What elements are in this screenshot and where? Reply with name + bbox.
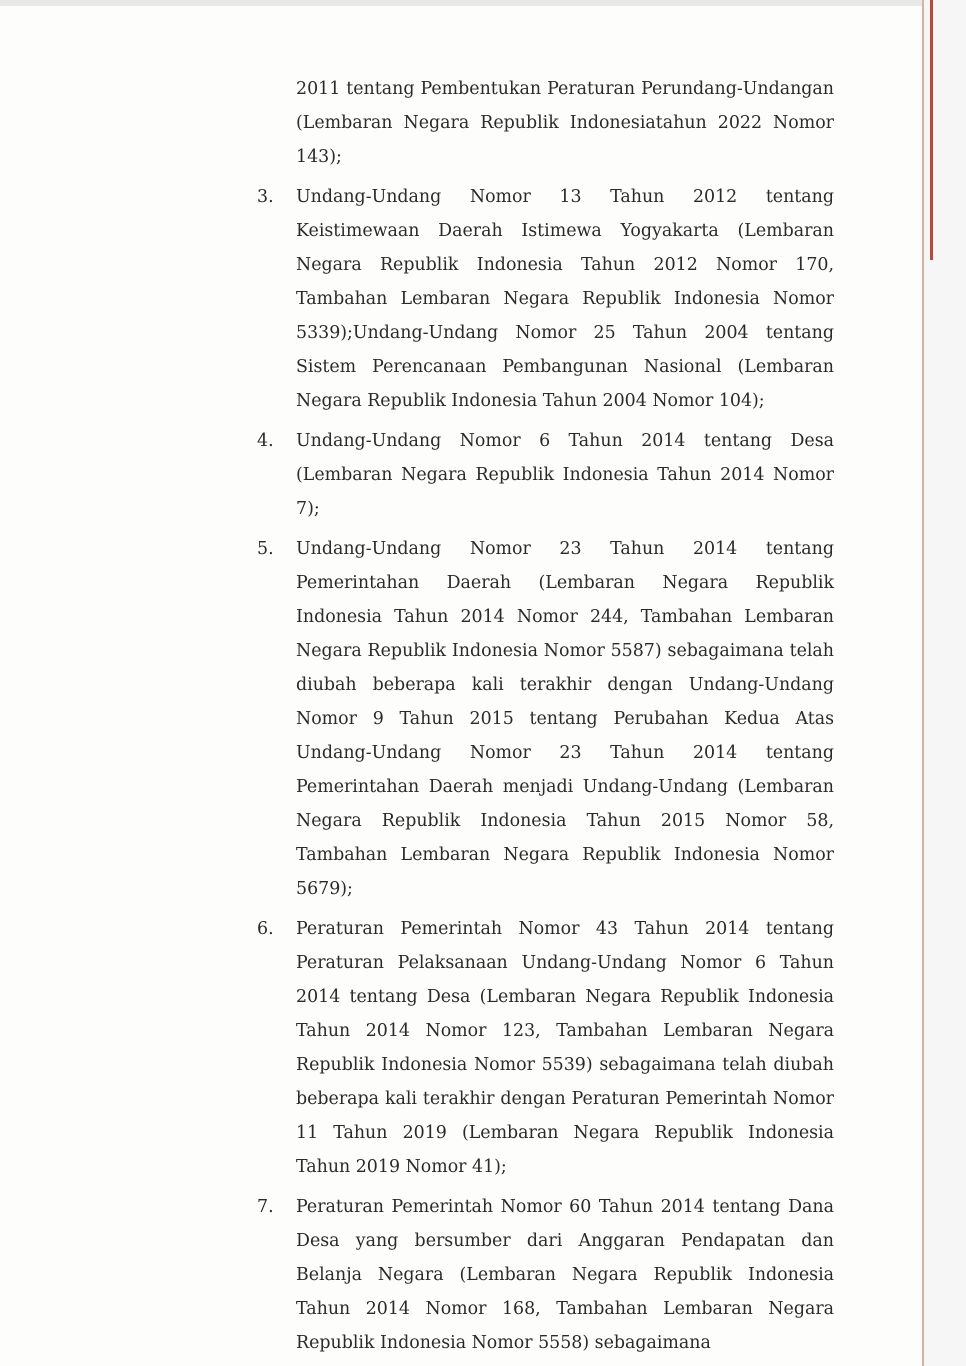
list-item-text: Undang-Undang Nomor 23 Tahun 2014 tentang Pemerintahan Daerah (Lembaran Negara Republik Indonesia Tahun 2014 Nomor 244, Tambahan Lembaran Negara Republik Indonesia Nomor 5587) sebagaimana telah diubah beberapa kali terakhir dengan Undang-Undang Nomor 9 Tahun 2015 tentang Perubahan Kedua Atas Undang-Undang Nomor 23 Tahun 2014 tentang Pemerintahan Daerah menjadi Undang-Undang (Lembaran Negara Republik Indonesia Tahun 2015 Nomor 58, Tambahan Lembaran Negara Republik Indonesia Nomor 5679);	[296, 539, 834, 899]
list-item-number: 7.	[257, 1197, 274, 1217]
list-item-text: Peraturan Pemerintah Nomor 43 Tahun 2014 tentang Peraturan Pelaksanaan Undang-Undang Nomor 6 Tahun 2014 tentang Desa (Lembaran Negara Republik Indonesia Tahun 2014 Nomor 123, Tambahan Lembaran Negara Republik Indonesia Nomor 5539) sebagaimana telah diubah beberapa kali terakhir dengan Peraturan Pemerintah Nomor 11 Tahun 2019 (Lembaran Negara Republik Indonesia Tahun 2019 Nomor 41);	[296, 919, 834, 1177]
list-item-text: Undang-Undang Nomor 6 Tahun 2014 tentang Desa (Lembaran Negara Republik Indonesia Tahun 2014 Nomor 7);	[296, 431, 834, 519]
list-item-number: 4.	[257, 431, 274, 451]
list-item	[257, 180, 834, 418]
list-item	[257, 912, 834, 1184]
continued-paragraph: 2011 tentang Pembentukan Peraturan Perundang-Undangan (Lembaran Negara Republik Indonesiatahun 2022 Nomor 143);	[296, 79, 834, 167]
list-item	[257, 532, 834, 906]
list-item	[257, 1190, 834, 1360]
document-body	[257, 72, 834, 1366]
list-item-number: 5.	[257, 539, 274, 559]
list-item-number: 3.	[257, 187, 274, 207]
list-item-number: 6.	[257, 919, 274, 939]
scan-top-shadow	[0, 0, 966, 6]
list-item-text: Peraturan Pemerintah Nomor 60 Tahun 2014 tentang Dana Desa yang bersumber dari Anggaran Pendapatan dan Belanja Negara (Lembaran Negara Republik Indonesia Tahun 2014 Nomor 168, Tambahan Lembaran Negara Republik Indonesia Nomor 5558) sebagaimana	[296, 1197, 834, 1353]
list-item-text: Undang-Undang Nomor 13 Tahun 2012 tentang Keistimewaan Daerah Istimewa Yogyakarta (Lembaran Negara Republik Indonesia Tahun 2012 Nomor 170, Tambahan Lembaran Negara Republik Indonesia Nomor 5339);Undang-Undang Nomor 25 Tahun 2004 tentang Sistem Perencanaan Pembangunan Nasional (Lembaran Negara Republik Indonesia Tahun 2004 Nomor 104);	[296, 187, 834, 411]
list-item	[257, 424, 834, 526]
scan-right-edge	[922, 0, 966, 1366]
